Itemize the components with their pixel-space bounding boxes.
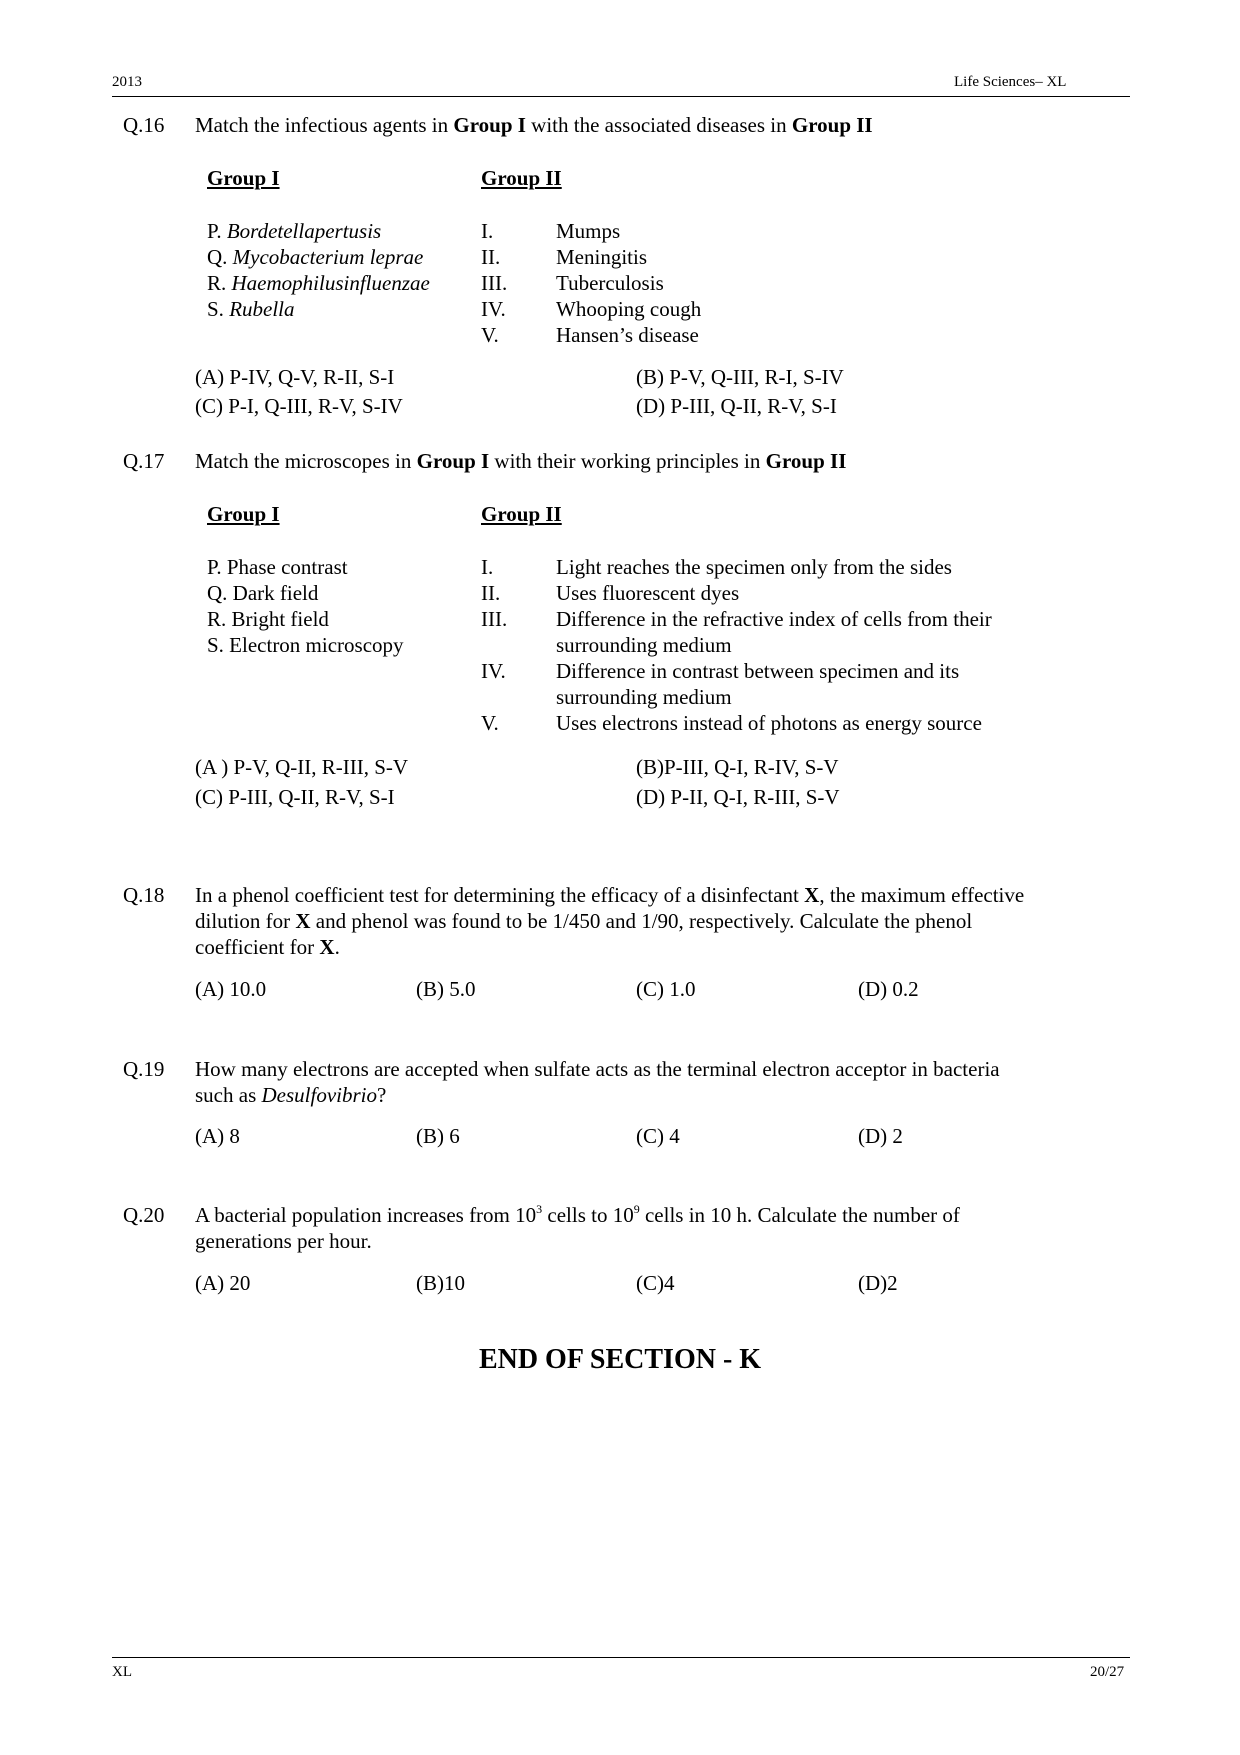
group-1-item: S. Electron microscopy <box>207 633 404 657</box>
question-text-line: How many electrons are accepted when sulfate acts as the terminal electron acceptor in bacteria <box>195 1057 1000 1081</box>
group-2-numeral: V. <box>481 323 499 347</box>
group-2-numeral: II. <box>481 245 501 269</box>
group-1-item: R. Haemophilusinfluenzae <box>207 271 430 295</box>
group-2-item: Mumps <box>556 219 621 243</box>
group-1-item: Q. Mycobacterium leprae <box>207 245 424 269</box>
option-a: (A) P-IV, Q-V, R-II, S-I <box>195 365 395 389</box>
group-2-item: Light reaches the specimen only from the sides <box>556 555 952 579</box>
question-text-line: such as Desulfovibrio? <box>195 1083 387 1107</box>
question-number: Q.19 <box>123 1057 165 1081</box>
group-2-numeral: III. <box>481 607 508 631</box>
group-2-numeral: I. <box>481 219 494 243</box>
group-1-item: R. Bright field <box>207 607 329 631</box>
group-2-numeral: II. <box>481 581 501 605</box>
option-b: (B)P-III, Q-I, R-IV, S-V <box>636 755 839 779</box>
option-b: (B) 6 <box>416 1124 460 1148</box>
group-2-item: Uses electrons instead of photons as energy source <box>556 711 982 735</box>
option-c: (C) P-III, Q-II, R-V, S-I <box>195 785 395 809</box>
option-a: (A ) P-V, Q-II, R-III, S-V <box>195 755 409 779</box>
group-1-item: S. Rubella <box>207 297 295 321</box>
group-2-numeral: III. <box>481 271 508 295</box>
group-2-heading: Group II <box>481 166 562 190</box>
header-rule <box>112 96 1130 97</box>
question-number: Q.18 <box>123 883 165 907</box>
option-a: (A) 8 <box>195 1124 240 1148</box>
group-2-numeral: IV. <box>481 297 506 321</box>
question-text-line: A bacterial population increases from $10^3$ cells to $10^9$ cells in 10 h. Calculate the number of <box>195 1202 960 1227</box>
option-c: (C) 1.0 <box>636 977 696 1001</box>
group-1-item: P. Phase contrast <box>207 555 348 579</box>
question-stem: Match the microscopes in Group I with their working principles in Group II <box>195 449 847 473</box>
question-stem: Match the infectious agents in Group I with the associated diseases in Group II <box>195 113 873 137</box>
option-c: (C)4 <box>636 1271 675 1295</box>
option-b: (B) P-V, Q-III, R-I, S-IV <box>636 365 844 389</box>
group-2-item: Uses fluorescent dyes <box>556 581 740 605</box>
option-a: (A) 10.0 <box>195 977 267 1001</box>
option-d: (D) P-II, Q-I, R-III, S-V <box>636 785 840 809</box>
group-1-heading: Group I <box>207 166 280 190</box>
option-c: (C) 4 <box>636 1124 680 1148</box>
group-1-item: Q. Dark field <box>207 581 319 605</box>
option-c: (C) P-I, Q-III, R-V, S-IV <box>195 394 403 418</box>
header-year: 2013 <box>112 74 142 90</box>
header-subject: Life Sciences– XL <box>954 74 1067 90</box>
group-1-heading: Group I <box>207 502 280 526</box>
group-2-numeral: I. <box>481 555 494 579</box>
question-text-line: dilution for X and phenol was found to be 1/450 and 1/90, respectively. Calculate the phenol <box>195 909 973 933</box>
footer-page-number: 20/27 <box>1090 1664 1125 1680</box>
group-2-item: Difference in contrast between specimen and its <box>556 659 960 683</box>
question-number: Q.16 <box>123 113 165 137</box>
group-2-heading: Group II <box>481 502 562 526</box>
option-d: (D) 0.2 <box>858 977 919 1001</box>
footer-rule <box>112 1657 1130 1658</box>
option-d: (D) P-III, Q-II, R-V, S-I <box>636 394 837 418</box>
footer-paper-code: XL <box>112 1664 132 1680</box>
option-d: (D) 2 <box>858 1124 903 1148</box>
group-2-item: Tuberculosis <box>556 271 664 295</box>
end-of-section-heading: END OF SECTION - K <box>478 1344 762 1375</box>
question-text-line: generations per hour. <box>195 1229 372 1253</box>
option-b: (B)10 <box>416 1271 465 1295</box>
question-number: Q.17 <box>123 449 165 473</box>
group-2-numeral: IV. <box>481 659 506 683</box>
question-text-line: In a phenol coefficient test for determining the efficacy of a disinfectant X, the maximum effective <box>195 883 1025 907</box>
group-2-item: Difference in the refractive index of cells from their <box>556 607 992 631</box>
group-1-item: P. Bordetellapertusis <box>207 219 382 243</box>
group-2-numeral: V. <box>481 711 499 735</box>
group-2-item-continued: surrounding medium <box>556 685 732 709</box>
option-a: (A) 20 <box>195 1271 251 1295</box>
option-b: (B) 5.0 <box>416 977 476 1001</box>
group-2-item: Hansen’s disease <box>556 323 699 347</box>
option-d: (D)2 <box>858 1271 898 1295</box>
question-text-line: coefficient for X. <box>195 935 340 959</box>
question-number: Q.20 <box>123 1203 165 1227</box>
group-2-item: Whooping cough <box>556 297 702 321</box>
group-2-item-continued: surrounding medium <box>556 633 732 657</box>
group-2-item: Meningitis <box>556 245 648 269</box>
